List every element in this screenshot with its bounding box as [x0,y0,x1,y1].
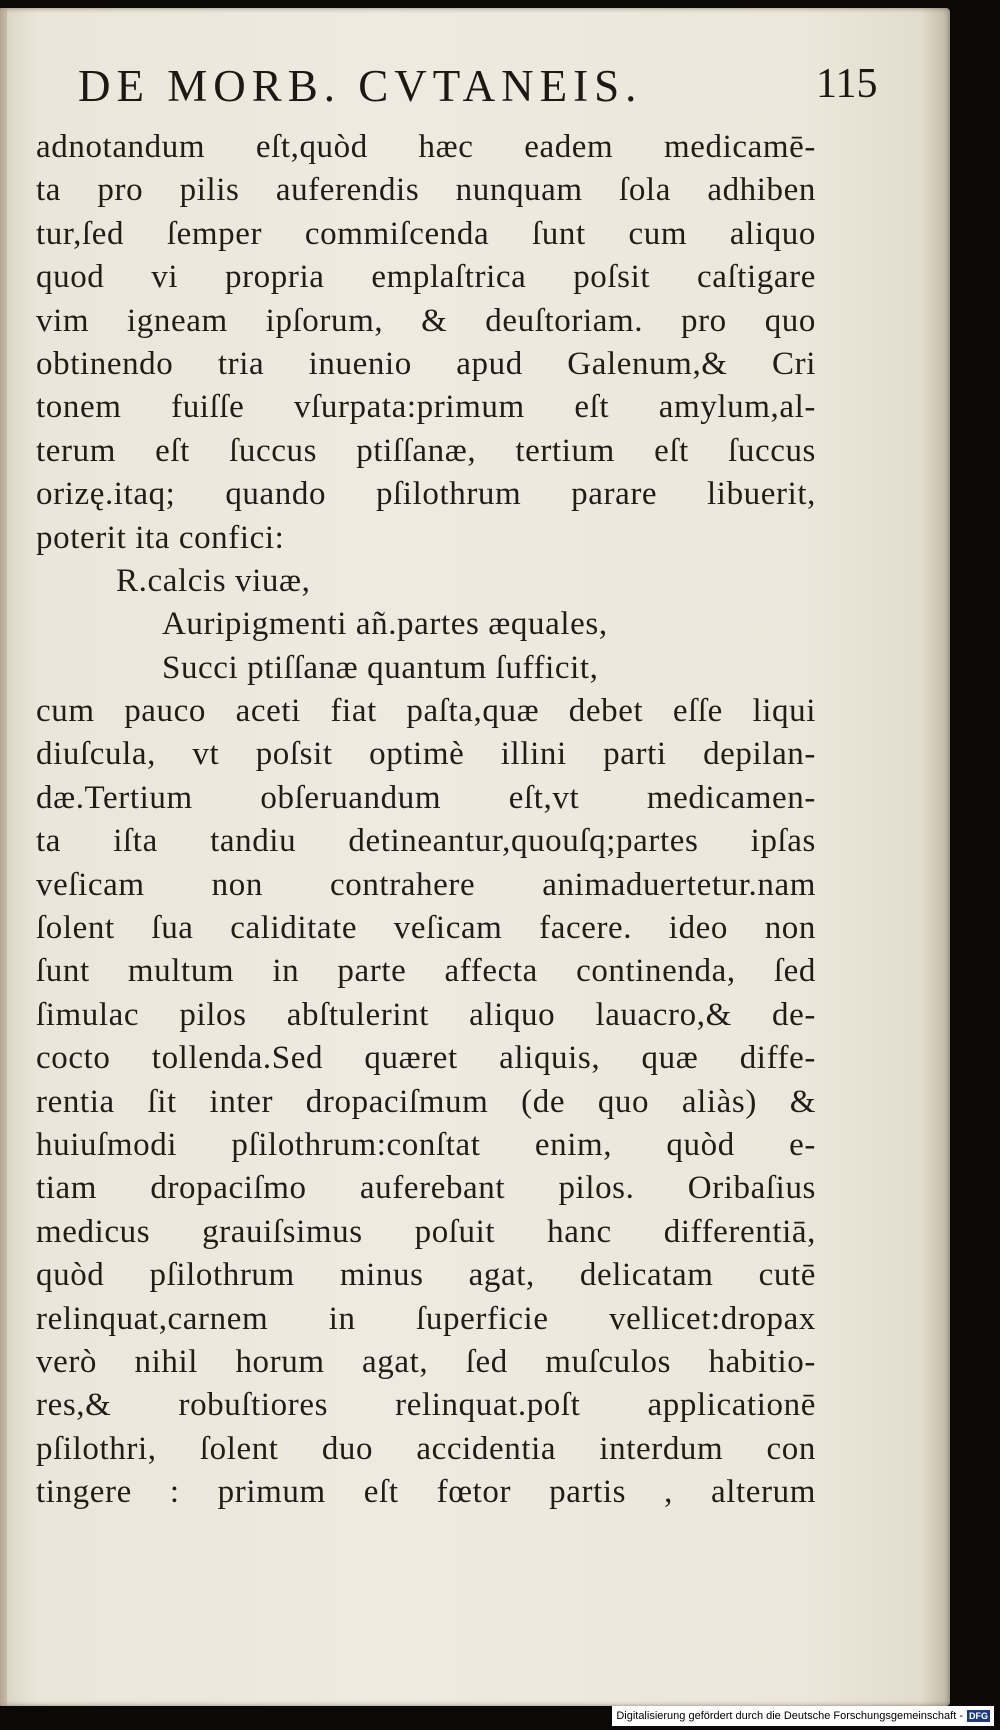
text-line: obtinendo tria inuenio apud Galenum,& Cri [36,345,816,382]
recipe-line: R.calcis viuæ, [116,562,311,599]
text-line: cum pauco aceti fiat paſta,quæ debet eſſe liqui [36,693,816,730]
text-line: tiam dropaciſmo auferebant pilos. Oribaſius [36,1170,816,1207]
text-line: orizę.itaq; quando pſilothrum parare libuerit, [36,476,816,513]
text-line: ta iſta tandiu detineantur,quouſq;partes ipſas [36,823,816,860]
text-line: cocto tollenda.Sed quæret aliquis, quæ diffe- [36,1040,816,1077]
text-line: medicus grauiſsimus poſuit hanc differentiā, [36,1213,816,1250]
text-line: pſilothri, ſolent duo accidentia interdum con [36,1430,816,1467]
page-number: 115 [816,61,878,107]
text-line: relinquat,carnem in ſuperficie vellicet:dropax [36,1300,816,1337]
dfg-logo-icon: DFG [969,1711,988,1721]
text-line: ta pro pilis auferendis nunquam ſola adhiben [36,172,816,209]
text-line: quod vi propria emplaſtrica poſsit caſtigare [36,259,816,296]
text-line: huiuſmodi pſilothrum:conſtat enim, quòd e- [36,1126,816,1163]
running-head: DE MORB. CVTANEIS. [78,61,643,111]
text-line: tonem fuiſſe vſurpata:primum eſt amylum,al- [36,389,816,426]
recipe-line: Succi ptiſſanæ quantum ſufficit, [162,649,599,686]
text-line: ſolent ſua caliditate veſicam facere. ideo non [36,910,816,947]
text-line: poterit ita confici: [36,519,285,556]
credit-text: Digitalisierung gefördert durch die Deutsche Forschungsgemeinschaft - [616,1710,963,1722]
text-line: vim igneam ipſorum, & deuſtoriam. pro quo [36,302,816,339]
text-line: rentia ſit inter dropaciſmum (de quo aliàs) & [36,1083,816,1120]
text-line: ſunt multum in parte affecta continenda, ſed [36,953,816,990]
text-line: diuſcula, vt poſsit optimè illini parti depilan- [36,736,816,773]
text-line: tingere : primum eſt fœtor partis , alterum [36,1474,816,1511]
text-line: verò nihil horum agat, ſed muſculos habitio- [36,1343,816,1380]
text-line: veſicam non contrahere animaduertetur.nam [36,866,816,903]
text-line: tur,ſed ſemper commiſcenda ſunt cum aliquo [36,215,816,252]
recipe-line: Auripigmenti añ.partes æquales, [162,606,608,643]
page-body [36,126,816,1515]
book-page [0,8,950,1706]
text-line: terum eſt ſuccus ptiſſanæ, tertium eſt ſuccus [36,432,816,469]
digitization-credit [612,1706,994,1726]
text-line: res,& robuſtiores relinquat.poſt applicationē [36,1387,816,1424]
text-line: dæ.Tertium obſeruandum eſt,vt medicamen- [36,779,816,816]
text-line: quòd pſilothrum minus agat, delicatam cutē [36,1257,816,1294]
text-line: adnotandum eſt,quòd hæc eadem medicamē- [36,129,816,165]
text-line: ſimulac pilos abſtulerint aliquo lauacro,& de- [36,996,816,1033]
